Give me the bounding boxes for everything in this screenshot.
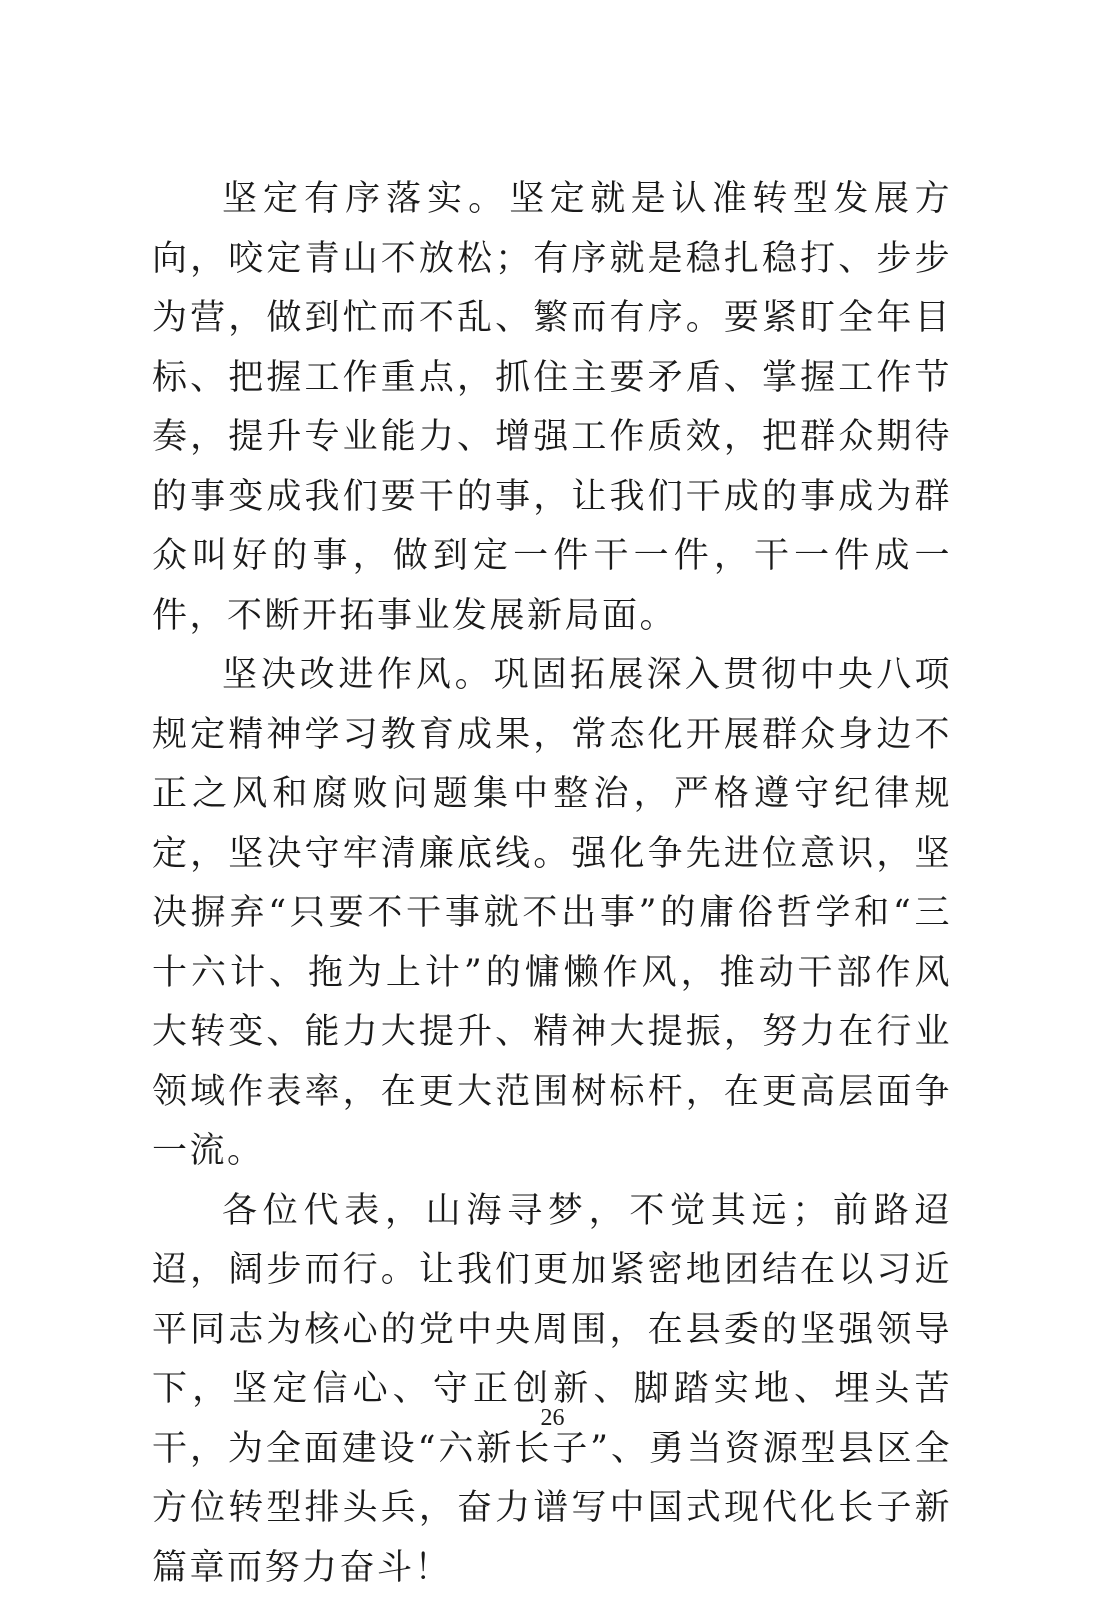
paragraph-lead-heading: 坚决改进作风。 xyxy=(222,655,493,695)
paragraph-closing-appeal xyxy=(152,1182,952,1598)
paragraph-text: 坚定就是认准转型发展方向，咬定青山不放松；有序就是稳扎稳打、步步为营，做到忙而不乱、繁而有序。要紧盯全年目标、把握工作重点，抓住主要矛盾、掌握工作节奏，提升专业能力、增强工作质效，把群众期待的事变成我们要干的事，让我们干成的事成为群众叫好的事，做到定一件干一件，干一件成一件，不断开拓事业发展新局面。 xyxy=(152,179,952,636)
document-body xyxy=(152,170,952,1598)
paragraph-improve-work-style xyxy=(152,646,952,1182)
paragraph-firm-orderly-implementation xyxy=(152,170,952,646)
page-number: 26 xyxy=(0,1405,1105,1432)
paragraph-text: 各位代表，山海寻梦，不觉其远；前路迢迢，阔步而行。让我们更加紧密地团结在以习近平同志为核心的党中央周围，在县委的坚强领导下，坚定信心、守正创新、脚踏实地、埋头苦干，为全面建设“六新长子”、勇当资源型县区全方位转型排头兵，奋力谱写中国式现代化长子新篇章而努力奋斗！ xyxy=(152,1191,952,1588)
paragraph-text: 巩固拓展深入贯彻中央八项规定精神学习教育成果，常态化开展群众身边不正之风和腐败问题集中整治，严格遵守纪律规定，坚决守牢清廉底线。强化争先进位意识，坚决摒弃“只要不干事就不出事”的庸俗哲学和“三十六计、拖为上计”的慵懒作风，推动干部作风大转变、能力大提升、精神大提振，努力在行业领域作表率，在更大范围树标杆，在更高层面争一流。 xyxy=(152,655,952,1171)
paragraph-lead-heading: 坚定有序落实。 xyxy=(222,179,509,219)
